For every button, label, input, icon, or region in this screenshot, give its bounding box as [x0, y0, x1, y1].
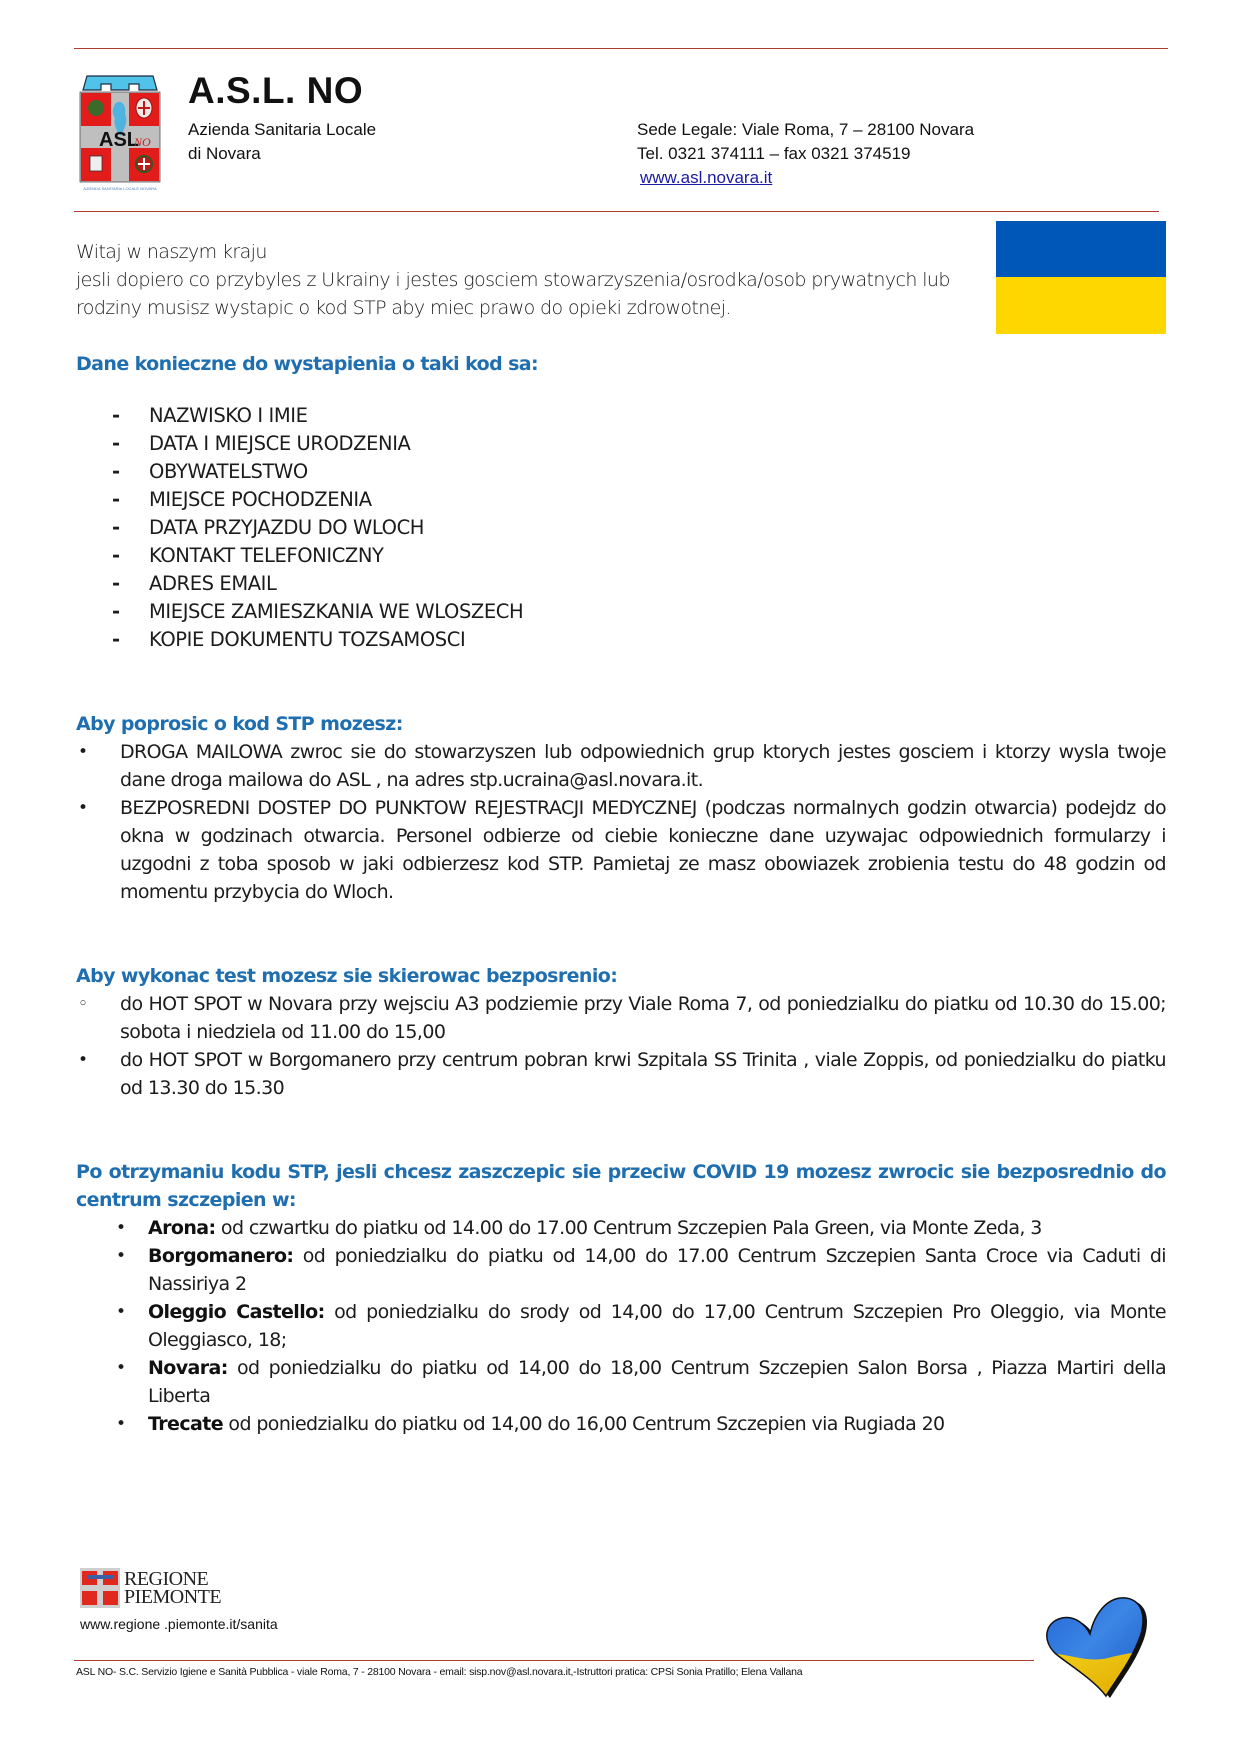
vaccination-center: • Borgomanero: od poniedzialku do piatku od 14,00 do 17.00 Centrum Szczepien Santa Croce via Caduti di Nassiriya 2: [116, 1242, 1166, 1298]
center-city: Arona:: [148, 1217, 216, 1239]
website-link[interactable]: www.asl.novara.it: [640, 168, 773, 187]
list-item: - NAZWISKO I IMIE: [112, 404, 308, 427]
list-item: - MIEJSCE ZAMIESZKANIA WE WLOSZECH: [112, 600, 524, 623]
regione-name: REGIONE PIEMONTE: [124, 1568, 222, 1608]
org-name-line2: di Novara: [188, 144, 261, 163]
list-item: - KOPIE DOKUMENTU TOZSAMOSCI: [112, 628, 466, 651]
svg-text:NO: NO: [134, 135, 151, 149]
center-city: Borgomanero:: [148, 1245, 294, 1267]
footer-legal-text: ASL NO- S.C. Servizio Igiene e Sanità Pubblica - viale Roma, 7 - 28100 Novara - email: sisp.nov@asl.novara.it,-Istruttori pratica: CPSi Sonia Pratillo; Elena Vallana: [76, 1666, 803, 1678]
asl-novara-logo: [77, 74, 163, 194]
vaccination-center: • Oleggio Castello: od poniedzialku do srody od 14,00 do 17,00 Centrum Szczepien Pro Oleggio, via Monte Oleggiasco, 18;: [116, 1298, 1166, 1354]
center-city: Trecate: [148, 1413, 223, 1435]
bullet-icon: •: [78, 742, 88, 762]
org-name-line1: Azienda Sanitaria Locale: [188, 120, 377, 139]
vaccination-center: • Arona: od czwartku do piatku od 14.00 do 17.00 Centrum Szczepien Pala Green, via Monte Zeda, 3: [116, 1214, 1166, 1242]
vaccination-center: • Novara: od poniedzialku do piatku od 14,00 do 18,00 Centrum Szczepien Salon Borsa , Piazza Martiri della Liberta: [116, 1354, 1166, 1410]
list-item: • do HOT SPOT w Borgomanero przy centrum pobran krwi Szpitala SS Trinita , viale Zoppis, od poniedzialku do piatku od 13.30 do 15.30: [76, 1046, 1166, 1102]
center-city: Novara:: [148, 1357, 228, 1379]
vaccination-heading: Po otrzymaniu kodu STP, jesli chcesz zaszczepic sie przeciw COVID 19 mozesz zwrocic sie bezposrednio do centrum szczepien w:: [76, 1161, 1166, 1211]
bullet-icon: •: [116, 1414, 126, 1434]
list-item: - DATA I MIEJSCE URODZENIA: [112, 432, 411, 455]
bullet-icon: •: [78, 1050, 88, 1070]
phone-fax: Tel. 0321 374111 – fax 0321 374519: [637, 144, 911, 163]
ukraine-heart-icon: [1038, 1584, 1148, 1699]
vaccination-centers-list: [116, 1214, 1166, 1438]
regione-url: www.regione .piemonte.it/sanita: [80, 1616, 278, 1632]
greeting: Witaj w naszym kraju: [76, 241, 267, 263]
piemonte-cross-icon: [80, 1568, 120, 1608]
footer-divider: [74, 1660, 1034, 1661]
bullet-icon: •: [116, 1302, 126, 1322]
list-item: - DATA PRZYJAZDU DO WLOCH: [112, 516, 425, 539]
list-item: - KONTAKT TELEFONICZNY: [112, 544, 384, 567]
svg-text:AZIENDA SANITARIA LOCALE NOVAR: AZIENDA SANITARIA LOCALE NOVARA: [83, 186, 157, 191]
svg-text:ASL: ASL: [99, 129, 139, 151]
list-item: - MIEJSCE POCHODZENIA: [112, 488, 372, 511]
intro: [76, 238, 976, 322]
request-code-list: [76, 738, 1166, 906]
top-divider: [74, 48, 1168, 49]
list-item: - ADRES EMAIL: [112, 572, 277, 595]
request-code-heading: Aby poprosic o kod STP mozesz:: [76, 713, 403, 735]
bullet-icon: •: [78, 798, 88, 818]
testing-heading: Aby wykonac test mozesz sie skierowac bezposrenio:: [76, 965, 618, 987]
required-data-heading: Dane konieczne do wystapienia o taki kod sa:: [76, 353, 539, 375]
org-short-name: A.S.L. NO: [188, 70, 364, 111]
list-item: • DROGA MAILOWA zwroc sie do stowarzyszen lub odpowiednich grup ktorych jestes gosciem i ktorzy wysla twoje dane droga mailowa do ASL , na adres stp.ucraina@asl.novara.it.: [76, 738, 1166, 794]
header-divider: [74, 211, 1159, 212]
testing-list: [76, 990, 1166, 1102]
regione-piemonte-logo: [80, 1568, 221, 1608]
org-full-name: [188, 118, 376, 166]
bullet-icon: •: [116, 1218, 126, 1238]
required-data-list: [112, 402, 1166, 654]
contact-block: [637, 118, 974, 190]
vaccination-center: • Trecate od poniedzialku do piatku od 14,00 do 16,00 Centrum Szczepien via Rugiada 20: [116, 1410, 1166, 1438]
intro-paragraph: jesli dopiero co przybyles z Ukrainy i jestes gosciem stowarzyszenia/osrodka/osob prywatnych lub rodziny musisz wystapic o kod STP aby miec prawo do opieki zdrowotnej.: [76, 269, 950, 319]
bullet-icon: •: [116, 1246, 126, 1266]
document-body: [76, 238, 1166, 1438]
legal-address: Sede Legale: Viale Roma, 7 – 28100 Novara: [637, 120, 975, 139]
center-city: Oleggio Castello:: [148, 1301, 325, 1323]
bullet-icon: •: [116, 1358, 126, 1378]
hollow-bullet-icon: ◦: [78, 994, 88, 1014]
list-item: - OBYWATELSTWO: [112, 460, 308, 483]
list-item: • BEZPOSREDNI DOSTEP DO PUNKTOW REJESTRACJI MEDYCZNEJ (podczas normalnych godzin otwarcia) podejdz do okna w godzinach otwarcia. Personel odbierze od ciebie konieczne dane uzywajac odpowiednich formularzy i uzgodni z toba sposob w jaki odbierzesz kod STP. Pamietaj ze masz obowiazek zrobienia testu do 48 godzin od momentu przybycia do Wloch.: [76, 794, 1166, 906]
list-item: ◦ do HOT SPOT w Novara przy wejsciu A3 podziemie przy Viale Roma 7, od poniedzialku do piatku od 10.30 do 15.00; sobota i niedziela od 11.00 do 15,00: [76, 990, 1166, 1046]
